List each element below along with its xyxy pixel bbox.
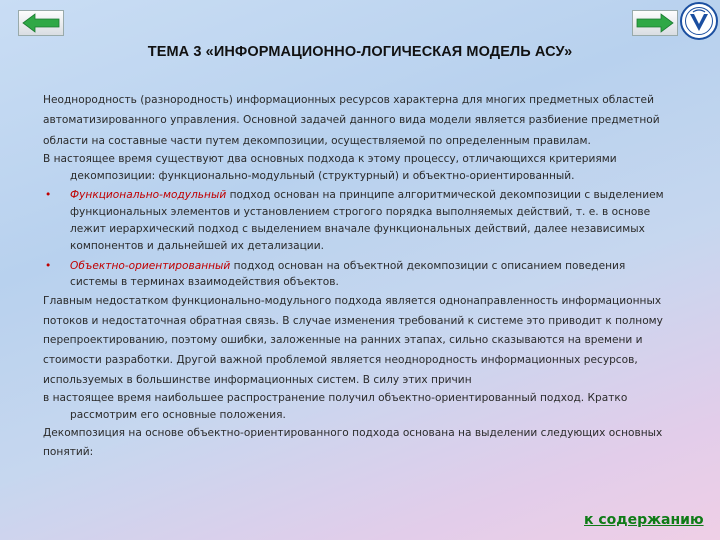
term-object: Объектно-ориентированный (70, 259, 231, 272)
slide-title: ТЕМА 3 «ИНФОРМАЦИОННО-ЛОГИЧЕСКАЯ МОДЕЛЬ АСУ» (147, 44, 573, 60)
back-button[interactable] (18, 10, 64, 36)
bullet-functional (43, 187, 673, 254)
contents-link[interactable]: к содержанию (584, 512, 704, 528)
paragraph-intro: Неоднородность (разнородность) информационных ресурсов характерна для многих предметных областей автоматизированного управления. Основной задачей данного вида модели является разбиение предметной области на составные части путем декомпозиции, осуществляемой по определенным правилам. (43, 94, 660, 147)
paragraph-drawbacks-tail: в настоящее время наибольшее распространение получил объектно-ориентированный подход. Кратко рассмотрим его основные положения. (43, 392, 628, 422)
bullet-functional-text: подход основан на принципе алгоритмической декомпозиции с выделением функциональных элементов и установлением строгого порядка выполняемых действий, т. е. в основе лежит иерархический подход с выделением вначале функциональных действий, далее независимых компонентов и дальнейшей их детализации. (70, 189, 664, 252)
slide-body (43, 90, 673, 463)
paragraph-approaches: В настоящее время существуют два основных подхода к этому процессу, отличающихся критериями декомпозиции: функционально-модульный (структурный) и объектно-ориентированный. (43, 152, 617, 182)
forward-button[interactable] (632, 10, 678, 36)
arrow-right-icon (633, 11, 677, 35)
bullet-object (43, 258, 673, 292)
bullet-marker: • (45, 189, 52, 202)
bullet-marker: • (45, 259, 52, 272)
university-emblem-icon (680, 2, 718, 40)
paragraph-decomposition: Декомпозиция на основе объектно-ориентированного подхода основана на выделении следующих основных понятий: (43, 426, 663, 459)
paragraph-drawbacks: Главным недостатком функционально-модульного подхода является однонаправленность информационных потоков и недостаточная обратная связь. В случае изменения требований к системе это приводит к полному перепроектированию, поэтому ошибки, заложенные на ранних этапах, сильно сказываются на времени и стоимости разработки. Другой важной проблемой является неоднородность информационных ресурсов, используемых в большинстве информационных систем. В силу этих причин (43, 295, 663, 386)
arrow-left-icon (19, 11, 63, 35)
bullet-object-text: подход основан на объектной декомпозиции с описанием поведения системы в терминах взаимодействия объектов. (70, 259, 626, 289)
term-functional: Функционально-модульный (70, 189, 227, 202)
